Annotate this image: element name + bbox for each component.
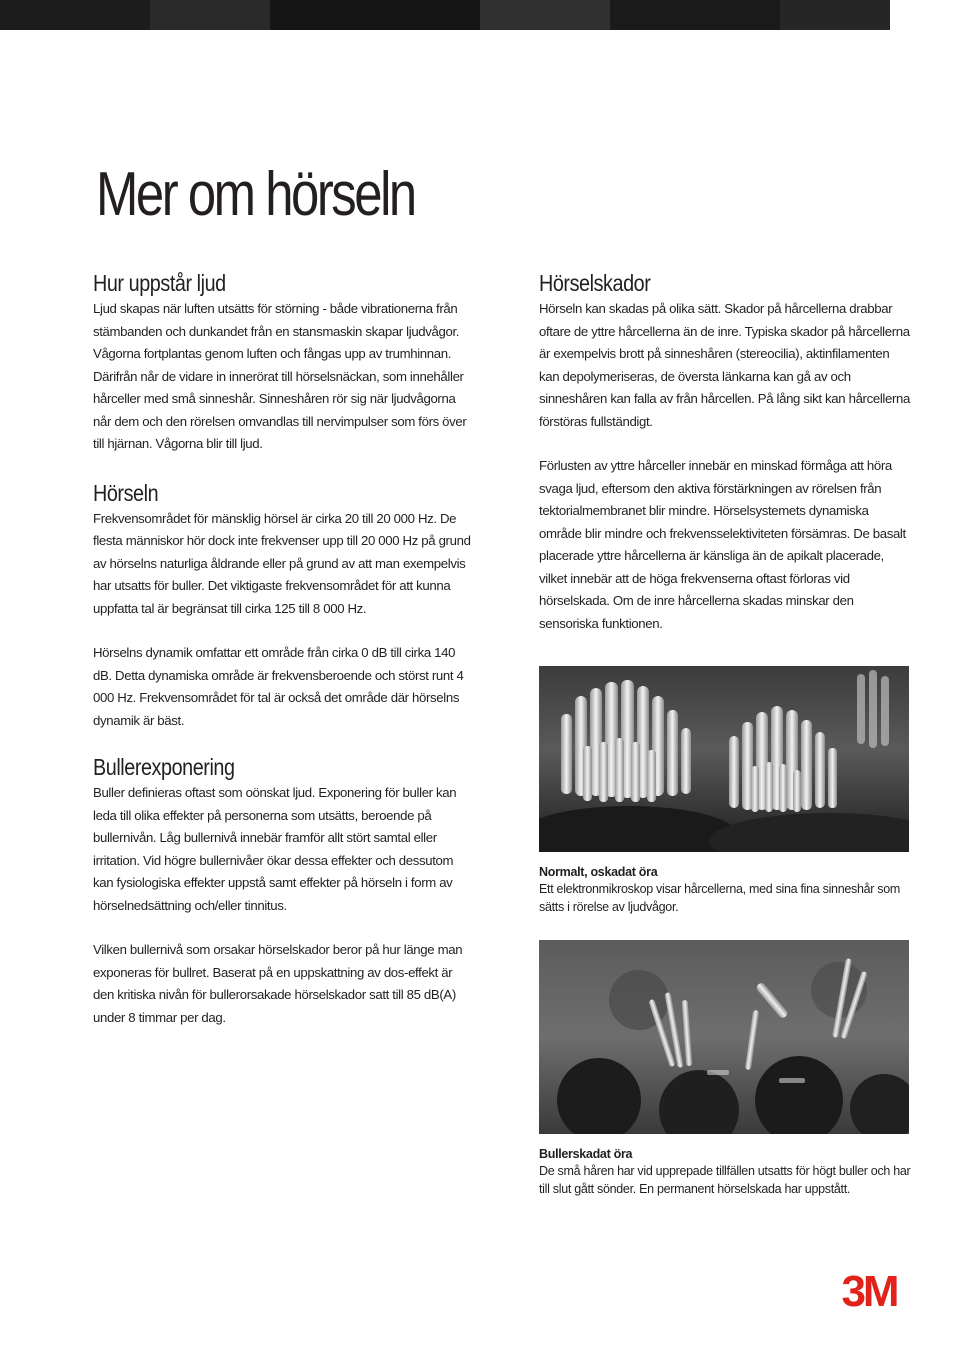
heading-sound-origin: Hur uppstår ljud xyxy=(93,270,226,296)
caption-text-normal-ear: Ett elektronmikroskop visar hårcellerna, med sina fina sinneshår som sätts i rörelse av ljudvågor. xyxy=(539,882,901,914)
section-hearing xyxy=(93,480,473,621)
paragraph-sound-origin: Ljud skapas när luften utsätts för störning - både vibrationerna från stämbanden och dunkandet från en stansmaskin skapar ljudvågor. Vågorna fortplantas genom luften och fångas upp av trumhinnan. Därifrån når de vidare in innerörat till hörselsnäckan, som innehåller hårceller med små sinneshår. Sinneshåren rör sig när ljudvågorna når dem och den rörelsen omvandlas till nervimpulser som förs över till hjärnan. Vågorna blir till ljud. xyxy=(93,301,467,451)
caption-title-damaged-ear: Bullerskadat öra xyxy=(539,1147,633,1161)
top-decorative-strip xyxy=(0,0,960,30)
paragraph-hearing-damage-2: Förlusten av yttre hårceller innebär en minskad förmåga att höra svaga ljud, eftersom den aktiva förstärkningen av rörelsen från tektorialmembranet blir mindre. Hörselsystemets dynamiska område blir mindre och frekvensselektiviteten försämras. De basalt placerade yttre hårcellerna är känsliga än de apikalt placerade, vilket innebär att de höga frekvenserna oftast förloras vid hörselskada. Om de inre hårcellerna skadas minskar den sensoriska funktionen. xyxy=(539,458,906,631)
paragraph-noise-exposure-2: Vilken bullernivå som orsakar hörselskador beror på hur länge man exponeras för bullret. Baserat på en uppskattning av dos-effekt är den kritiska nivån för bullerorsakade hörselskador satt till 85 dB(A) under 8 timmar per dag. xyxy=(93,942,463,1025)
3m-logo xyxy=(829,1270,909,1310)
logo-text: 3M xyxy=(841,1270,897,1310)
paragraph-dynamics: Hörselns dynamik omfattar ett område från cirka 0 dB till cirka 140 dB. Detta dynamiska område är frekvensberoende och störst runt 4 000 Hz. Frekvensområdet för tal är också det område där hörselns dynamik är bäst. xyxy=(93,645,464,728)
paragraph-hearing-damage-1: Hörseln kan skadas på olika sätt. Skador på hårcellerna drabbar oftare de yttre hårcellerna än de inre. Typiska skador på hårcellerna är exempelvis brott på sinneshåren (stereocilia), aktinfilamenten kan depolymeriseras, de översta länkarna kan gå av och sinneshåren kan falla av från hårcellen. På lång sikt kan hårcellerna förstöras fullständigt. xyxy=(539,301,910,429)
page-title: Mer om hörseln xyxy=(96,160,415,229)
section-noise-exposure xyxy=(93,754,473,1029)
heading-noise-exposure: Bullerexponering xyxy=(93,754,235,780)
section-sound-origin xyxy=(93,270,473,456)
paragraph-hearing: Frekvensområdet för mänsklig hörsel är cirka 20 till 20 000 Hz. De flesta människor hör dock inte frekvenser upp till 20 000 Hz på grund av hörselns naturliga åldrande eller på grund av att man exempelvis har utsatts för buller. Det viktigaste frekvensområdet för att kunna uppfatta tal är begränsat till cirka 125 till 8 000 Hz. xyxy=(93,510,471,616)
right-column xyxy=(539,270,911,635)
caption-damaged-ear xyxy=(539,1146,919,1198)
caption-text-damaged-ear: De små håren har vid upprepade tillfällen utsatts för högt buller och har till slut gått sönder. En permanent hörselskada har uppstått. xyxy=(539,1164,911,1196)
heading-hearing: Hörseln xyxy=(93,479,159,506)
paragraph-noise-exposure-1: Buller definieras oftast som oönskat ljud. Exponering för buller kan leda till olika effekter på personerna som utsätts, beroende på bullernivån. Låg bullernivå innebär framför allt stört samtal eller irritation. Vid högre bullernivåer ökar dessa effekter och dessutom kan fysiologiska effekter uppstå samt effekter på hörseln i form av hörselnedsättning och/eller tinnitus. xyxy=(93,785,457,913)
heading-hearing-damage: Hörselskador xyxy=(539,270,651,296)
caption-title-normal-ear: Normalt, oskadat öra xyxy=(539,865,658,879)
sem-image-normal-ear xyxy=(539,666,909,852)
left-column xyxy=(93,270,473,1029)
section-hearing-damage xyxy=(539,270,911,635)
caption-normal-ear xyxy=(539,864,919,916)
sem-image-damaged-ear xyxy=(539,940,909,1134)
